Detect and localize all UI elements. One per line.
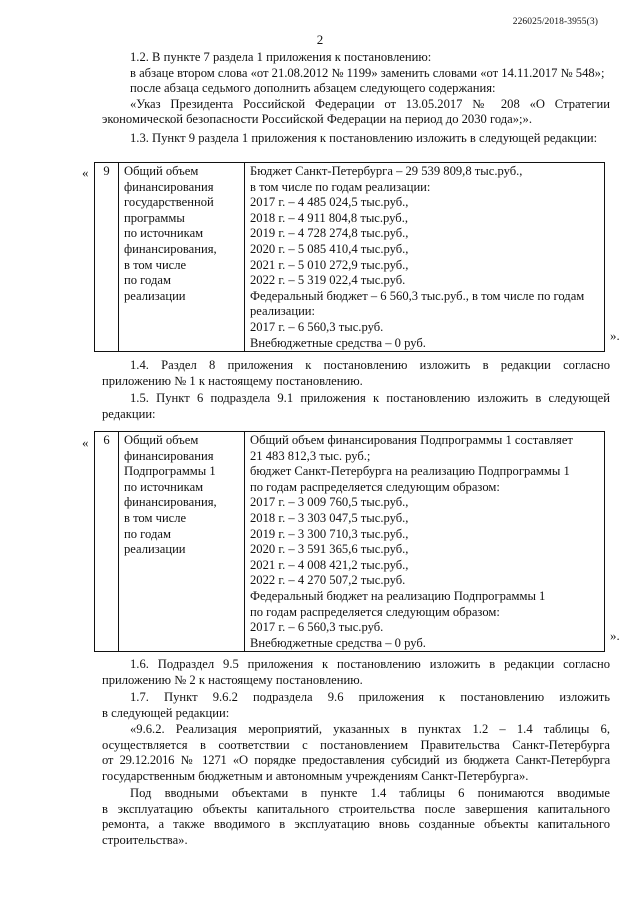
label-line: по источникам — [124, 479, 204, 494]
label-line: программы — [124, 210, 185, 225]
value-line: 2019 г. – 3 300 710,3 тыс.руб., — [250, 526, 409, 541]
value-line: Федеральный бюджет – 6 560,3 тыс.руб., в том числе по годам — [250, 288, 585, 303]
text-line: 1.7. Пункт 9.6.2 подраздела 9.6 приложения к постановлению изложить — [130, 690, 610, 704]
paragraph-9-6-2 — [102, 722, 610, 784]
page-number: 2 — [316, 32, 324, 47]
text-line: осуществляется в соответствии с постановлением Правительства Санкт-Петербурга — [102, 737, 610, 752]
financing-table-1 — [94, 162, 605, 352]
row-number: 9 — [103, 164, 110, 178]
paragraph-1-7 — [102, 690, 610, 721]
value-line: 2018 г. – 3 303 047,5 тыс.руб., — [250, 510, 409, 525]
label-line: реализации — [124, 542, 186, 557]
label-cell — [119, 163, 245, 352]
paragraph-1-2 — [102, 50, 610, 128]
table-row — [95, 432, 605, 652]
table1-close-quote: ». — [610, 328, 620, 343]
label-line: по годам — [124, 526, 171, 541]
table2-close-quote: ». — [610, 628, 620, 643]
paragraph-1-3 — [130, 131, 610, 147]
text-line: в эксплуатацию объекты капитального строительства после завершения капитального — [102, 801, 610, 816]
label-line: Общий объем — [124, 164, 199, 178]
financing-table-2 — [94, 431, 605, 652]
label-line: финансирования — [124, 448, 214, 463]
text-line: в абзаце втором слова «от 21.08.2012 № 1199» заменить словами «от 14.11.2017 № 548»; — [130, 65, 605, 80]
label-line: Подпрограммы 1 — [124, 464, 216, 479]
text-line: Под вводными объектами в пункте 1.4 таблицы 6 понимаются вводимые — [130, 786, 610, 800]
label-line: Общий объем — [124, 433, 199, 447]
text-line: 1.2. В пункте 7 раздела 1 приложения к постановлению: — [130, 50, 432, 64]
row-number-cell — [95, 432, 119, 652]
text-line: государственным бюджетным и автономным учреждениям Санкт-Петербурга». — [102, 768, 529, 783]
value-line: по годам распределяется следующим образом: — [250, 479, 500, 494]
text-line: ремонта, а также вводимого в эксплуатацию вновь созданные объекты капитального — [102, 817, 610, 832]
text-line: 1.4. Раздел 8 приложения к постановлению изложить в редакции согласно — [130, 358, 610, 372]
text-line: экономической безопасности Российской Федерации на период до 2030 года»;». — [102, 112, 532, 127]
value-line: 2022 г. – 5 319 022,4 тыс.руб. — [250, 273, 406, 288]
value-line: Общий объем финансирования Подпрограммы 1 составляет — [250, 433, 573, 447]
value-line: 2021 г. – 5 010 272,9 тыс.руб., — [250, 257, 409, 272]
value-line: 2017 г. – 3 009 760,5 тыс.руб., — [250, 495, 409, 510]
value-line: бюджет Санкт-Петербурга на реализацию Подпрограммы 1 — [250, 464, 570, 479]
value-line: Внебюджетные средства – 0 руб. — [250, 635, 426, 650]
table-row — [95, 163, 605, 352]
value-line: реализации: — [250, 304, 316, 319]
row-number: 6 — [103, 433, 110, 447]
text-line: в следующей редакции: — [102, 705, 230, 720]
text-line: редакции: — [102, 406, 156, 421]
label-line: государственной — [124, 195, 214, 210]
document-id: 226025/2018-3955(3) — [512, 17, 598, 27]
label-line: в том числе — [124, 257, 187, 272]
label-line: финансирования, — [124, 495, 217, 510]
table1-open-quote: « — [82, 165, 89, 180]
text-line: 1.3. Пункт 9 раздела 1 приложения к постановлению изложить в следующей редакции: — [130, 131, 598, 145]
text-line: «9.6.2. Реализация мероприятий, указанных в пунктах 1.2 – 1.4 таблицы 6, — [130, 722, 610, 736]
value-line: 2020 г. – 3 591 365,6 тыс.руб., — [250, 542, 409, 557]
text-line: приложению № 2 к настоящему постановлению. — [102, 672, 363, 687]
value-line: 21 483 812,3 тыс. руб.; — [250, 448, 371, 463]
label-line: по источникам — [124, 226, 204, 241]
value-line: 2022 г. – 4 270 507,2 тыс.руб. — [250, 573, 406, 588]
label-cell — [119, 432, 245, 652]
label-line: по годам — [124, 273, 171, 288]
value-line: 2021 г. – 4 008 421,2 тыс.руб., — [250, 557, 409, 572]
label-line: финансирования — [124, 179, 214, 194]
label-line: в том числе — [124, 510, 187, 525]
value-cell — [245, 432, 605, 652]
row-number-cell — [95, 163, 119, 352]
paragraph-1-6 — [102, 657, 610, 688]
paragraph-1-5 — [102, 391, 610, 422]
text-line: строительства». — [102, 832, 188, 847]
value-line: 2017 г. – 6 560,3 тыс.руб. — [250, 620, 384, 635]
label-line: финансирования, — [124, 241, 217, 256]
value-line: 2020 г. – 5 085 410,4 тыс.руб., — [250, 241, 409, 256]
text-line: после абзаца седьмого дополнить абзацем следующего содержания: — [130, 81, 496, 96]
table2-open-quote: « — [82, 435, 89, 450]
value-line: Федеральный бюджет на реализацию Подпрограммы 1 — [250, 588, 546, 603]
value-line: Бюджет Санкт-Петербурга – 29 539 809,8 тыс.руб., — [250, 164, 523, 178]
paragraph-1-4 — [102, 358, 610, 389]
value-line: Внебюджетные средства – 0 руб. — [250, 335, 426, 350]
value-cell — [245, 163, 605, 352]
value-line: в том числе по годам реализации: — [250, 179, 431, 194]
text-line: от 29.12.2016 № 1271 «О порядке предоставления субсидий из бюджета Санкт-Петербурга — [102, 753, 610, 768]
text-line: «Указ Президента Российской Федерации от 13.05.2017 № 208 «О Стратегии — [130, 96, 610, 111]
value-line: по годам распределяется следующим образом: — [250, 604, 500, 619]
value-line: 2018 г. – 4 911 804,8 тыс.руб., — [250, 210, 408, 225]
text-line: 1.6. Подраздел 9.5 приложения к постановлению изложить в редакции согласно — [130, 657, 610, 671]
value-line: 2017 г. – 6 560,3 тыс.руб. — [250, 319, 384, 334]
paragraph-input-objects — [102, 786, 610, 848]
label-line: реализации — [124, 288, 186, 303]
value-line: 2017 г. – 4 485 024,5 тыс.руб., — [250, 195, 409, 210]
text-line: приложению № 1 к настоящему постановлению. — [102, 373, 363, 388]
text-line: 1.5. Пункт 6 подраздела 9.1 приложения к постановлению изложить в следующей — [130, 391, 610, 405]
value-line: 2019 г. – 4 728 274,8 тыс.руб., — [250, 226, 409, 241]
